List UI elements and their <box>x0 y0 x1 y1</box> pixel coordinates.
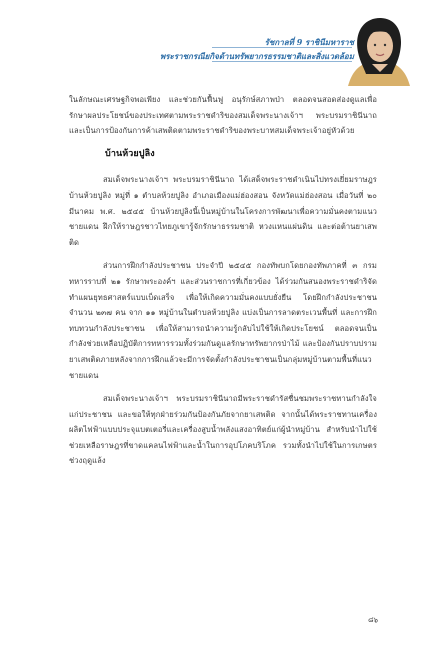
body-paragraph: ส่วนการฝึกกำลังประชาชน ประจำปี ๒๕๔๕ กองทัพบกโดยกองทัพภาคที่ ๓ กรมทหารราบที่ ๒๑ รักษาพระองค์ฯ และส่วนราชการที่เกี่ยวข้อง ได้ร่วมกันสนองพระราชดำริจัดทำแผนยุทธศาสตร์แบบเบ็ดเสร็จ เพื่อให้เกิดความมั่นคงแบบยั่งยืน โดยฝึกกำลังประชาชนจำนวน ๒๓๗ คน จาก ๑๑ หมู่บ้านในตำบลห้วยปูลิง แบ่งเป็นการลาดตระเวนพื้นที่ และการฝึกทบทวนกำลังประชาชน เพื่อให้สามารถนำความรู้กลับไปใช้ให้เกิดประโยชน์ ตลอดจนเป็นกำลังช่วยเหลือปฏิบัติการทหารรวมทั้งร่วมกันดูแลรักษาทรัพยากรป่าไม้ และป้องกันปราบปรามยาเสพติดภายหลังจากการฝึกแล้วจะมีการจัดตั้งกำลังประชาชนเป็นกลุ่มหมู่บ้านตามพื้นที่แนวชายแดน <box>69 261 377 380</box>
intro-paragraph: ในลักษณะเศรษฐกิจพอเพียง และช่วยกันฟื้นฟู อนุรักษ์สภาพป่า ตลอดจนสอดส่องดูแลเพื่อรักษาผลประโยชน์ของประเทศตามพระราชดำริของสมเด็จพระนางเจ้าฯ พระบรมราชินีนาถ และเป็นการป้องกันการค้าเสพติดตามพระราชดำริของพระบาทสมเด็จพระเจ้าอยู่หัวด้วย <box>69 95 377 136</box>
body-paragraph: สมเด็จพระนางเจ้าฯ พระบรมราชินีนาถ ได้เสด็จพระราชดำเนินไปทรงเยี่ยมราษฎรบ้านห้วยปูลิง หมู่ที่ ๑ ตำบลห้วยปูลิง อำเภอเมืองแม่ฮ่องสอน จังหวัดแม่ฮ่องสอน เมื่อวันที่ ๒๐ มีนาคม พ.ศ. ๒๕๔๕ บ้านห้วยปูลิงนี้เป็นหมู่บ้านในโครงการพัฒนาเพื่อความมั่นคงตามแนวชายแดน ฝึกให้ราษฎรชาวไทยภูเขารู้จักรักษาธรรมชาติ หวงแหนแผ่นดิน และต่อต้านยาเสพติด <box>69 175 377 247</box>
page-number: ๘๖ <box>368 616 378 624</box>
portrait-image <box>344 12 414 86</box>
article-body <box>69 92 377 477</box>
section-heading: บ้านห้วยปูลิง <box>105 148 155 159</box>
header-divider <box>212 61 352 62</box>
header-divider <box>212 47 352 48</box>
header-title: รัชกาลที่ 9 ราชินีมหาราช <box>264 37 354 47</box>
body-paragraph: สมเด็จพระนางเจ้าฯ พระบรมราชินีนาถมีพระราชดำรัสชื่นชมพระราชทานกำลังใจแก่ประชาชน และขอให้ทุกฝ่ายร่วมกันป้องกันภัยจากยาเสพติด จากนั้นได้พระราชทานเครื่องผลิตไฟฟ้าแบบประจุแบตเตอรี่และเครื่องสูบน้ำพลังแสงอาทิตย์แก่ผู้นำหมู่บ้าน สำหรับนำไปใช้ช่วยเหลือราษฎรที่ขาดแคลนไฟฟ้าและน้ำในการอุปโภคบริโภค รวมทั้งนำไปใช้ในการเกษตรช่วงฤดูแล้ง <box>69 394 377 466</box>
header-subtitle: พระราชกรณียกิจด้านทรัพยากรธรรมชาติและสิ่งแวดล้อม <box>159 51 354 61</box>
